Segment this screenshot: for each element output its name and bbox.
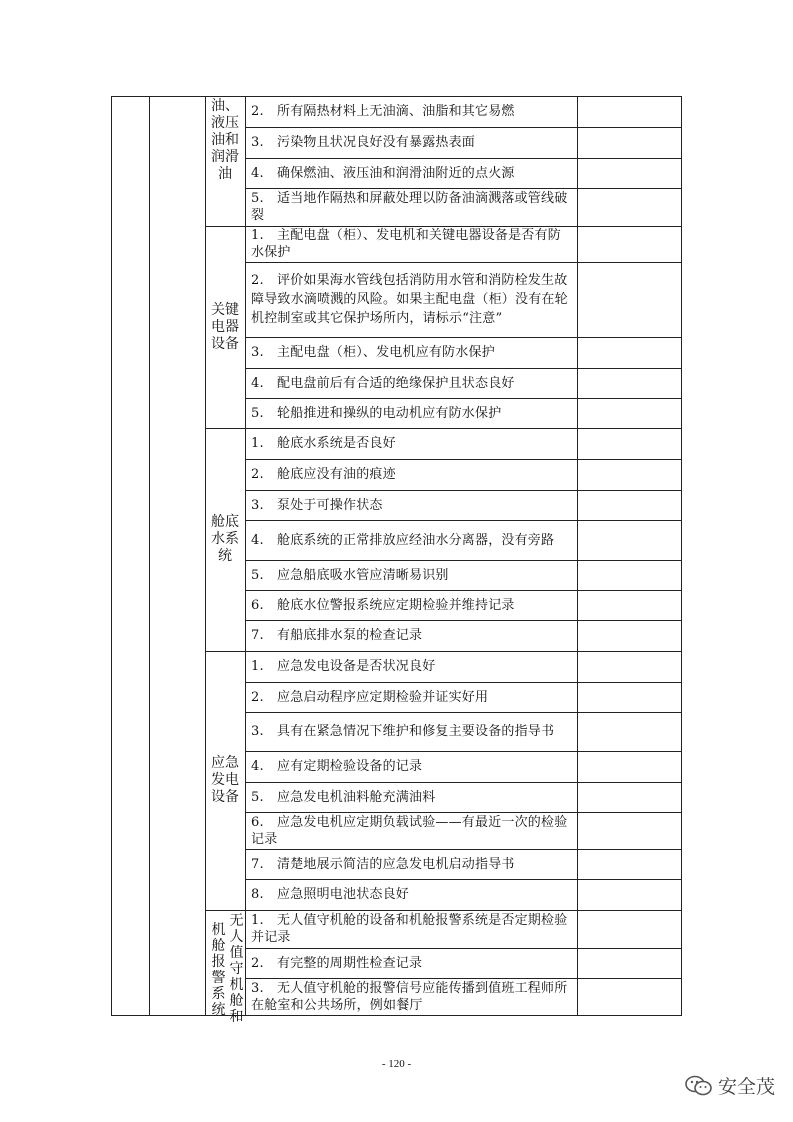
checklist-item: 5. 应急船底吸水管应清晰易识别 (251, 567, 449, 583)
table-column-divider (149, 96, 150, 1016)
checklist-item: 7. 有船底排水泵的检查记录 (251, 628, 423, 643)
category-unmanned-col1: 无人值守机舱和 (229, 913, 244, 1025)
category-critical-electrical: 关键电器设备 (211, 301, 239, 352)
table-border-left (111, 96, 112, 1016)
checklist-item: 5. 应急发电机油料舱充满油料 (251, 789, 436, 805)
category-emergency-generator: 应急发电设备 (211, 755, 239, 805)
checklist-item: 3. 泵处于可操作状态 (251, 497, 383, 513)
checklist-item: 1. 舱底水系统是否良好 (251, 436, 396, 451)
checklist-item: 3. 具有在紧急情况下维护和修复主要设备的指导书 (251, 724, 555, 739)
checklist-item: 5. 适当地作隔热和屏蔽处理以防备油滴溅落或管线破裂 (251, 191, 568, 223)
table-border-right (681, 96, 682, 1016)
category-oil: 油、液压油和润滑油 (211, 98, 239, 182)
checklist-item: 7. 清楚地展示简洁的应急发电机启动指导书 (251, 856, 515, 872)
page-number: - 120 - (381, 1058, 412, 1070)
checklist-item: 1. 应急发电设备是否状况良好 (251, 659, 436, 674)
checklist-item: 2. 有完整的周期性检查记录 (251, 955, 423, 971)
watermark (684, 1072, 775, 1099)
checklist-item: 1. 无人值守机舱的设备和机舱报警系统是否定期检验并记录 (251, 913, 568, 945)
checklist-item: 3. 无人值守机舱的报警信号应能传播到值班工程师所在舱室和公共场所，例如餐厅 (251, 980, 568, 1013)
checklist-item: 3. 主配电盘（柜）、发电机应有防水保护 (251, 345, 495, 360)
checklist-item: 2. 所有隔热材料上无油滴、油脂和其它易燃 (251, 104, 515, 119)
category-bilge-system: 舱底水系统 (211, 514, 239, 564)
checklist-item: 4. 舱底系统的正常排放应经油水分离器，没有旁路 (251, 532, 555, 548)
checklist-item: 3. 污染物且状况良好没有暴露热表面 (251, 135, 476, 150)
checklist-item: 4. 确保燃油、液压油和润滑油附近的点火源 (251, 165, 515, 181)
checklist-item: 6. 舱底水位警报系统应定期检验并维持记录 (251, 597, 515, 613)
checklist-item: 5. 轮船推进和操纵的电动机应有防水保护 (251, 405, 502, 421)
table-border-bottom (111, 1015, 682, 1016)
checklist-item: 2. 应急启动程序应定期检验并证实好用 (251, 689, 489, 705)
checklist-item: 2. 评价如果海水管线包括消防用水管和消防栓发生故障导致水滴喷溅的风险。如果主配电盘（柜）没有在轮机控制室或其它保护场所内，请标示“注意” (251, 273, 568, 326)
checklist-item: 4. 应有定期检验设备的记录 (251, 759, 423, 774)
checklist-item: 8. 应急照明电池状态良好 (251, 887, 410, 902)
checklist-item: 2. 舱底应没有油的痕迹 (251, 467, 396, 482)
watermark-text: 安全茂 (718, 1076, 776, 1098)
wechat-icon (684, 1074, 714, 1098)
category-unmanned-col2: 机舱报警系统 (211, 922, 226, 1018)
table-column-divider (577, 96, 578, 1016)
checklist-item: 6. 应急发电机应定期负载试验——有最近一次的检验记录 (251, 814, 568, 847)
checklist-item: 1. 主配电盘（柜）、发电机和关键电器设备是否有防水保护 (251, 228, 561, 260)
checklist-item: 4. 配电盘前后有合适的绝缘保护且状态良好 (251, 375, 515, 391)
table-column-divider (245, 96, 246, 1016)
